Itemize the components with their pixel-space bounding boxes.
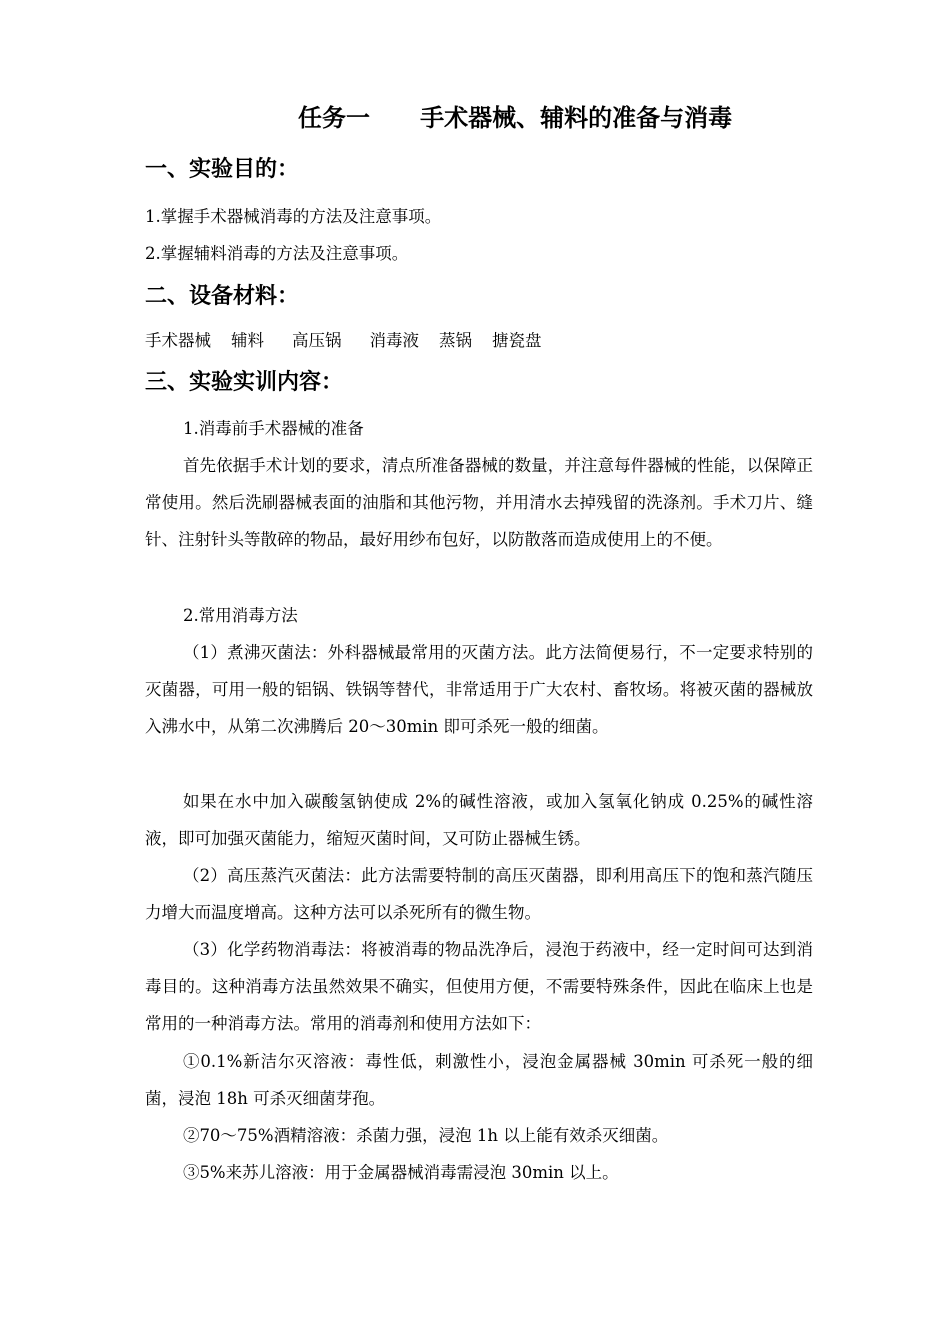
section-heading-materials: 二、设备材料： bbox=[145, 284, 300, 309]
disinfectant-item-1: ①0.1%新洁尔灭溶液：毒性低，刺激性小，浸泡金属器械 30min 可杀死一般的细菌，浸泡 18h 可杀灭细菌芽孢。 bbox=[145, 1052, 813, 1109]
section-heading-objectives: 一、实验目的： bbox=[145, 157, 300, 182]
paragraph-preparation: 首先依据手术计划的要求，清点所准备器械的数量，并注意每件器械的性能，以保障正常使用。然后洗刷器械表面的油脂和其他污物，并用清水去掉残留的洗涤剂。手术刀片、缝针、注射针头等散碎的物品，最好用纱布包好，以防散落而造成使用上的不便。 bbox=[145, 456, 813, 550]
material-item: 高压锅 bbox=[292, 331, 342, 350]
document-title: 任务一 手术器械、辅料的准备与消毒 bbox=[298, 104, 733, 132]
subsection-title-methods: 2.常用消毒方法 bbox=[183, 606, 298, 625]
subsection-title-preparation: 1.消毒前手术器械的准备 bbox=[183, 419, 364, 438]
disinfectant-item-3: ③5%来苏儿溶液：用于金属器械消毒需浸泡 30min 以上。 bbox=[182, 1163, 619, 1182]
paragraph-boiling: （1）煮沸灭菌法：外科器械最常用的灭菌方法。此方法简便易行，不一定要求特别的灭菌器，可用一般的铝锅、铁锅等替代，非常适用于广大农村、畜牧场。将被灭菌的器械放入沸水中，从第二次沸腾后 20～30min 即可杀死一般的细菌。 bbox=[145, 643, 813, 737]
paragraph-chemical: （3）化学药物消毒法：将被消毒的物品洗净后，浸泡于药液中，经一定时间可达到消毒目的。这种消毒方法虽然效果不确实，但使用方便，不需要特殊条件，因此在临床上也是常用的一种消毒方法。常用的消毒剂和使用方法如下： bbox=[145, 940, 813, 1034]
materials-list bbox=[145, 328, 542, 354]
material-item: 搪瓷盘 bbox=[492, 331, 542, 350]
paragraph-alkali: 如果在水中加入碳酸氢钠使成 2%的碱性溶液，或加入氢氧化钠成 0.25%的碱性溶液，即可加强灭菌能力，缩短灭菌时间，又可防止器械生锈。 bbox=[145, 792, 813, 849]
disinfectant-item-2: ②70～75%酒精溶液：杀菌力强，浸泡 1h 以上能有效杀灭细菌。 bbox=[182, 1126, 669, 1145]
material-item: 蒸锅 bbox=[439, 331, 472, 350]
section-heading-content: 三、实验实训内容： bbox=[145, 370, 344, 395]
material-item: 辅料 bbox=[231, 331, 264, 350]
objective-item-1: 1.掌握手术器械消毒的方法及注意事项。 bbox=[145, 207, 442, 226]
objective-item-2: 2.掌握辅料消毒的方法及注意事项。 bbox=[145, 244, 409, 263]
material-item: 手术器械 bbox=[145, 331, 211, 350]
material-item: 消毒液 bbox=[369, 331, 419, 350]
paragraph-steam: （2）高压蒸汽灭菌法：此方法需要特制的高压灭菌器，即利用高压下的饱和蒸汽随压力增大而温度增高。这种方法可以杀死所有的微生物。 bbox=[145, 866, 813, 923]
